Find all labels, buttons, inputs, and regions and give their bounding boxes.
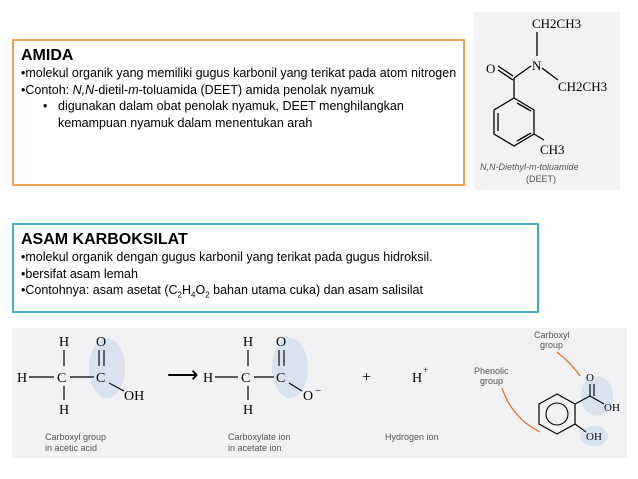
reaction-figure <box>12 328 627 458</box>
salicylic-oh-carboxyl: OH <box>604 402 620 414</box>
plus-sign: + <box>362 369 372 386</box>
asam-title: ASAM KARBOKSILAT <box>21 231 188 248</box>
ion-c2: C <box>276 371 286 386</box>
caption-carboxylate-1: Carboxylate ion <box>228 432 291 442</box>
hydrogen-ion-charge: + <box>423 365 429 375</box>
salicylic-oh-phenol: OH <box>586 431 602 443</box>
caption-carboxyl-group-2: in acetic acid <box>45 443 98 453</box>
acid-o: O <box>96 335 107 350</box>
ion-c1: C <box>241 371 251 386</box>
deet-structure-svg <box>474 12 620 190</box>
amida-sub-bullet: • digunakan dalam obat penolak nyamuk, DEET menghilangkan kemampuan nyamuk dalam menentukan arah <box>43 99 404 130</box>
acid-oh: OH <box>124 389 145 404</box>
deet-caption-2: (DEET) <box>526 174 556 184</box>
deet-ch2ch3-top: CH2CH3 <box>532 16 582 31</box>
asam-bullet-2: •bersifat asam lemah <box>21 266 138 281</box>
deet-structure-figure <box>474 12 620 190</box>
salicylic-o: O <box>586 372 594 384</box>
amida-bullet-1: •molekul organik yang memiliki gugus karbonil yang terikat pada atom nitrogen <box>21 66 457 80</box>
ion-o: O <box>276 335 287 350</box>
amida-bullet-2: •Contoh: N,N-dietil-m-toluamida (DEET) amida penolak nyamuk <box>21 82 375 97</box>
asam-bullet-3: •Contohnya: asam asetat ($C_2H_4O_2$ bahan utama cuka) dan asam salisilat <box>21 283 423 300</box>
asam-bullet-1: •molekul organik dengan gugus karbonil yang terikat pada gugus hidroksil. <box>21 250 433 264</box>
phenolic-label-1: Phenolic <box>474 366 509 376</box>
caption-hydrogen-ion: Hydrogen ion <box>385 432 439 442</box>
caption-carboxylate-2: in acetate ion <box>228 443 282 453</box>
reaction-svg <box>12 328 627 458</box>
deet-ch2ch3-right: CH2CH3 <box>558 79 608 94</box>
caption-carboxyl-group-1: Carboxyl group <box>45 432 107 442</box>
phenolic-label-2: group <box>480 376 504 386</box>
acid-h-top: H <box>59 335 70 350</box>
carboxyl-label-2: group <box>540 340 564 350</box>
reaction-arrow: ⟶ <box>167 362 199 387</box>
acid-h-bottom: H <box>59 403 70 418</box>
ion-h-top: H <box>243 335 254 350</box>
amida-title: AMIDA <box>21 47 74 64</box>
ion-h-bottom: H <box>243 403 254 418</box>
amida-box <box>12 39 465 186</box>
ion-h-left: H <box>203 371 214 386</box>
deet-caption: N,N-Diethyl-m-toluamide <box>480 162 579 172</box>
acid-c1: C <box>57 371 67 386</box>
asam-karboksilat-box <box>12 223 539 313</box>
ion-o-minus: O <box>303 389 314 404</box>
deet-n: N <box>532 58 542 73</box>
ion-minus-sign: − <box>315 385 322 397</box>
carboxyl-label-1: Carboxyl <box>534 330 570 340</box>
acid-h-left: H <box>17 371 28 386</box>
deet-ch3: CH3 <box>540 142 565 157</box>
acid-c2: C <box>96 371 106 386</box>
deet-o: O <box>486 61 496 76</box>
hydrogen-ion: H <box>412 371 423 386</box>
